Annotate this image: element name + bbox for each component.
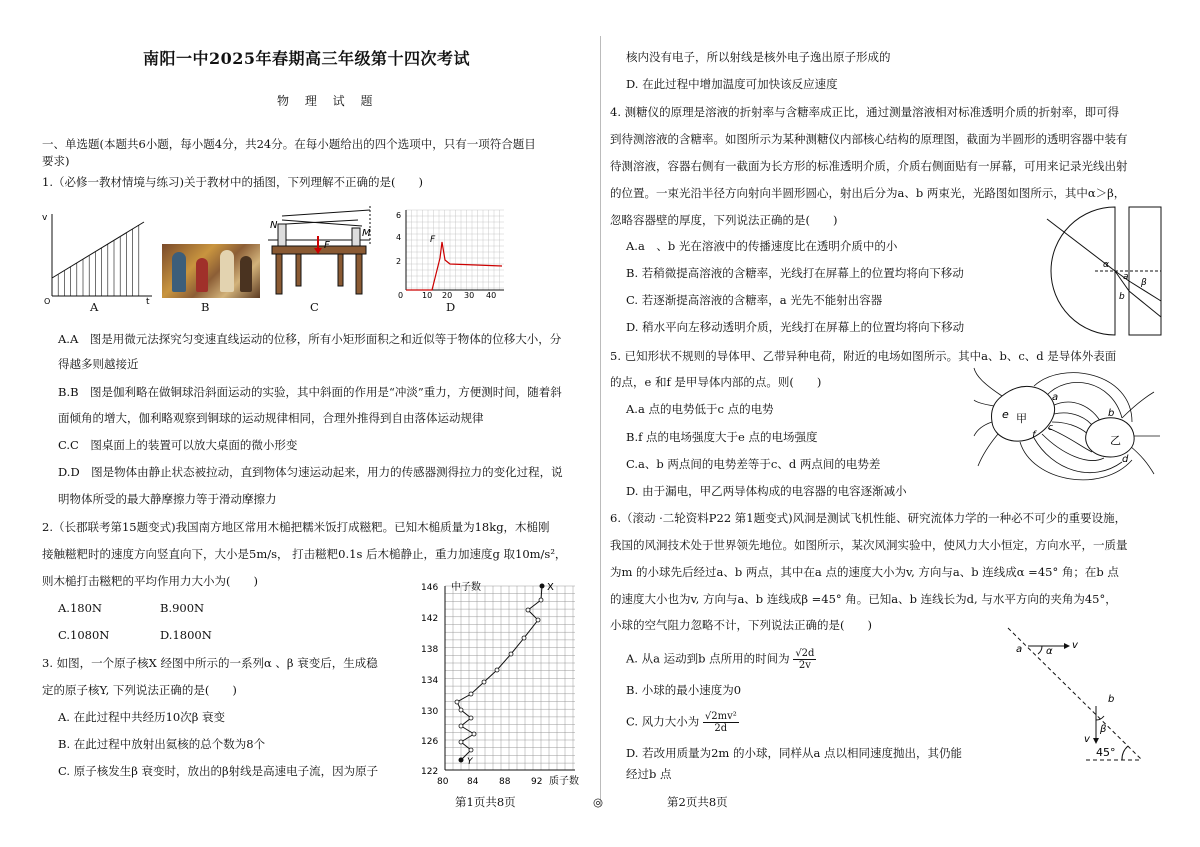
q3-option-b: B. 在此过程中放射出氦核的总个数为8个 <box>58 737 266 751</box>
q1-option: A.A 图是用微元法探究匀变速直线运动的位移，所有小矩形面积之和近似等于物体的位移大小，分 <box>58 332 562 346</box>
q6-option-c <box>626 711 739 734</box>
q6-option-a-text: A. 从a 运动到b 点所用的时间为 <box>626 651 790 666</box>
column-divider <box>600 36 601 806</box>
y-tick: 146 <box>421 583 439 593</box>
exam-subtitle: 物 理 试 题 <box>277 94 379 108</box>
q2-option-a: A.180N <box>58 601 102 615</box>
q1-figure-c <box>266 206 376 300</box>
field-line <box>974 422 992 436</box>
label-a: a <box>1016 644 1023 655</box>
force-curve <box>406 242 502 290</box>
q6-option-a <box>626 648 816 671</box>
label-v: v <box>1084 734 1090 745</box>
q6-option-c-text: C. 风力大小为 <box>626 714 700 729</box>
x-axis-label: 质子数 <box>549 776 579 787</box>
fig-label-a: A <box>90 300 99 314</box>
q5-stem: 5. 已知形状不规则的导体甲、乙带异种电荷，附近的电场如图所示。其中a、b、c、d 是导体外表面 <box>610 349 1117 363</box>
y-tick: 130 <box>421 707 439 717</box>
denominator: 2d <box>714 723 728 734</box>
field-line <box>974 368 1002 396</box>
q2-option-c: C.1080N <box>58 628 110 642</box>
q3-stem: 定的原子核Y, 下列说法正确的是( ) <box>42 683 237 697</box>
y-tick: 134 <box>421 676 439 686</box>
fraction <box>793 648 816 671</box>
q1-stem: 1.（必修一教材情境与练习)关于教材中的插图，下列理解不正确的是( ) <box>42 175 423 189</box>
decay-point <box>459 708 463 712</box>
y-tick: 126 <box>421 737 439 747</box>
q4-stem: 忽略容器壁的厚度，下列说法正确的是( ) <box>610 213 838 227</box>
label-n: N <box>270 220 278 231</box>
origin-label: O <box>44 297 51 304</box>
label-yi: 乙 <box>1110 434 1121 447</box>
q4-refraction-figure <box>1035 205 1165 340</box>
label-d: d <box>1122 454 1129 465</box>
q6-stem: 6.（滚动 ·二轮资料P22 第1题变式)风洞是测试飞机性能、研究流体力学的一种必不可少的重要设施， <box>610 511 1127 525</box>
label-m: M <box>362 228 371 239</box>
curve-label: F <box>430 235 436 245</box>
decay-path <box>457 586 542 760</box>
decay-point <box>469 716 473 720</box>
x-tick: 84 <box>467 777 479 787</box>
denominator: 2v <box>798 660 811 671</box>
q4-option-a: A.a 、b 光在溶液中的传播速度比在透明介质中的小 <box>626 239 898 253</box>
q5-field-figure <box>972 366 1162 496</box>
q6-stem: 我国的风洞技术处于世界领先地位。如图所示，某次风洞实验中，使风力大小恒定，方向水平，一质量 <box>610 538 1128 552</box>
q5-stem: 的点，e 和f 是甲导体内部的点。则( ) <box>610 375 822 389</box>
x-tick: 20 <box>442 291 453 300</box>
y-tick: 138 <box>421 645 439 655</box>
label-b: b <box>1108 408 1115 419</box>
ray-b-out <box>1129 291 1161 317</box>
label-b: b <box>1108 694 1115 705</box>
q2-option-b: B.900N <box>160 601 205 615</box>
field-line <box>1122 392 1154 418</box>
q4-stem: 待测溶液，容器右侧有一截面为长方形的标准透明介质，介质右侧面贴有一屏幕，可用来记录光线出射 <box>610 159 1128 173</box>
decay-point <box>472 732 476 736</box>
decay-point <box>482 680 486 684</box>
axis-label-v: v <box>42 213 48 223</box>
label-45: 45° <box>1096 746 1116 759</box>
q2-stem: 2.（长郡联考第15题变式)我国南方地区常用木槌把糯米饭打成糍粑。已知木槌质量为18kg，木槌刚 <box>42 520 550 534</box>
x-tick: 30 <box>464 291 475 300</box>
x-tick: 80 <box>437 777 449 787</box>
label-alpha: α <box>1103 260 1109 270</box>
label-a: a <box>1052 392 1059 403</box>
decay-point <box>522 636 526 640</box>
label-beta: β <box>1141 278 1147 288</box>
label-jia: 甲 <box>1016 412 1027 425</box>
page-footer-right: 第2页共8页 <box>667 795 728 809</box>
q1-figure-b <box>162 244 260 298</box>
decay-point <box>459 724 463 728</box>
point-x <box>540 584 545 589</box>
numerator: √2mv² <box>704 711 737 722</box>
fig-label-b: B <box>201 300 210 314</box>
q3-option-a: A. 在此过程中共经历10次β 衰变 <box>58 710 226 724</box>
q6-stem: 为m 的小球先后经过a、b 两点，其中在a 点的速度大小为v, 方向与a、b 连线成α =45° 角；在b 点 <box>610 565 1119 579</box>
q5-option-d: D. 由于漏电，甲乙两导体构成的电容器的电容逐渐减小 <box>626 484 907 498</box>
section-heading: 要求) <box>42 154 70 168</box>
decay-point <box>495 668 499 672</box>
decay-point <box>455 700 459 704</box>
q5-option-a: A.a 点的电势低于c 点的电势 <box>626 402 774 416</box>
painting-figure <box>172 252 186 292</box>
field-line <box>1130 446 1154 474</box>
q1-figure-a <box>40 208 158 304</box>
x-tick: 40 <box>486 291 497 300</box>
point-label-x: X <box>547 582 554 593</box>
x-tick: 10 <box>422 291 433 300</box>
label-f: f <box>1032 430 1036 441</box>
y-axis-label: 中子数 <box>451 582 481 593</box>
x-tick: 92 <box>531 777 543 787</box>
rect-strips <box>52 225 139 296</box>
label-beta: β <box>1100 724 1107 735</box>
y-tick: 0 <box>398 291 404 300</box>
y-tick: 4 <box>396 233 402 242</box>
q2-stem: 则木槌打击糍粑的平均作用力大小为( ) <box>42 574 258 588</box>
q5-option-c: C.a、b 两点间的电势差等于c、d 两点间的电势差 <box>626 457 881 471</box>
field-line <box>978 434 998 466</box>
q4-stem: 的位置。一束光沿半径方向射向半圆形圆心，射出后分为a、b 两束光，光路图如图所示，其中α＞β， <box>610 186 1126 200</box>
label-c: c <box>1048 423 1053 433</box>
point-label-y: Y <box>467 757 473 767</box>
page-footer-left: 第1页共8页 <box>455 795 516 809</box>
decay-point <box>469 748 473 752</box>
label-f: F <box>324 240 330 251</box>
painting-figure <box>220 250 234 292</box>
y-tick: 6 <box>396 211 402 220</box>
q1-option: 得越多则越接近 <box>58 357 139 371</box>
axis-label-t: t <box>146 297 150 304</box>
q1-option: 面倾角的增大，伽利略观察到铜球的运动规律相同，合理外推得到自由落体运动规律 <box>58 411 484 425</box>
q4-stem: 4. 测糖仪的原理是溶液的折射率与含糖率成正比，通过测量溶液相对标准透明介质的折射率，即可得 <box>610 105 1120 119</box>
decay-point <box>526 608 530 612</box>
q5-option-b: B.f 点的电场强度大于e 点的电场强度 <box>626 430 818 444</box>
q4-option-b: B. 若稍微提高溶液的含糖率，光线打在屏幕上的位置均将向下移动 <box>626 266 964 280</box>
label-b: b <box>1119 292 1125 302</box>
exam-title: 南阳一中2025年春期高三年级第十四次考试 <box>143 49 471 68</box>
numerator: √2d <box>795 648 815 659</box>
q6-stem: 的速度大小也为v, 方向与a、b 连线成β =45° 角。已知a、b 连线长为d, 与水平方向的夹角为45°， <box>610 592 1117 606</box>
q6-option-b: B. 小球的最小速度为0 <box>626 683 742 697</box>
q1-option: B.B 图是伽利略在做铜球沿斜面运动的实验，其中斜面的作用是“冲淡”重力，方便测时间，随着斜 <box>58 385 562 399</box>
field-line <box>1052 422 1090 436</box>
q2-stem: 接触糍粑时的速度方向竖直向下，大小是5m/s， 打击糍粑0.1s 后木槌静止，重力加速度g 取10m/s²， <box>42 547 567 561</box>
y-tick: 142 <box>421 614 439 624</box>
decay-point <box>536 618 540 622</box>
fraction <box>703 711 739 734</box>
label-alpha: α <box>1046 646 1053 657</box>
q4-option-c: C. 若逐渐提高溶液的含糖率，a 光先不能射出容器 <box>626 293 883 307</box>
q1-figure-d <box>392 206 510 302</box>
x-tick: 88 <box>499 777 511 787</box>
q1-option: 明物体所受的最大静摩擦力等于滑动摩擦力 <box>58 492 277 506</box>
q3-option-c: C. 原子核发生β 衰变时，放出的β射线是高速电子流，因为原子 <box>58 764 379 778</box>
q6-stem: 小球的空气阻力忽略不计，下列说法正确的是( ) <box>610 618 872 632</box>
q6-option-d: D. 若改用质量为2m 的小球，同样从a 点以相同速度抛出，其仍能 <box>626 746 963 760</box>
q6-option-d: 经过b 点 <box>626 767 672 781</box>
q3-stem: 3. 如图，一个原子核X 经图中所示的一系列α 、β 衰变后，生成稳 <box>42 656 378 670</box>
label-e: e <box>1002 408 1009 421</box>
fig-label-c: C <box>310 300 319 314</box>
q3-option-d: D. 在此过程中增加温度可加快该反应速度 <box>626 77 838 91</box>
label-v: v <box>1072 640 1078 651</box>
painting-figure <box>240 256 252 292</box>
y-tick: 122 <box>421 767 439 777</box>
q1-option: D.D 图是物体由静止状态被拉动，直到物体匀速运动起来，用力的传感器测得拉力的变化过程，说 <box>58 465 563 479</box>
velocity-line <box>52 222 144 278</box>
section-heading: 一、单选题(本题共6小题，每小题4分，共24分。在每小题给出的四个选项中，只有一项符合题目 <box>42 137 536 151</box>
decay-point <box>469 692 473 696</box>
chart-grid <box>445 586 575 770</box>
q6-wind-figure <box>1000 622 1150 767</box>
q2-option-d: D.1800N <box>160 628 212 642</box>
decay-point <box>459 740 463 744</box>
point-y <box>459 758 464 763</box>
q3-continued: 核内没有电子，所以射线是核外电子逸出原子形成的 <box>626 50 891 64</box>
label-a: a <box>1123 272 1129 282</box>
binding-mark: ◎ <box>593 795 604 809</box>
graph-grid <box>406 210 504 290</box>
painting-figure <box>196 258 208 292</box>
decay-point <box>539 598 543 602</box>
fig-label-d: D <box>446 300 456 314</box>
y-tick: 2 <box>396 257 402 266</box>
q4-stem: 到待测溶液的含糖率。如图所示为某种测糖仪内部核心结构的原理图，截面为半圆形的透明容器中装有 <box>610 132 1128 146</box>
q4-option-d: D. 稍水平向左移动透明介质，光线打在屏幕上的位置均将向下移动 <box>626 320 965 334</box>
decay-point <box>509 652 513 656</box>
q1-option: C.C 图桌面上的装置可以放大桌面的微小形变 <box>58 438 298 452</box>
field-line <box>974 400 994 406</box>
q3-decay-chart <box>415 580 595 790</box>
